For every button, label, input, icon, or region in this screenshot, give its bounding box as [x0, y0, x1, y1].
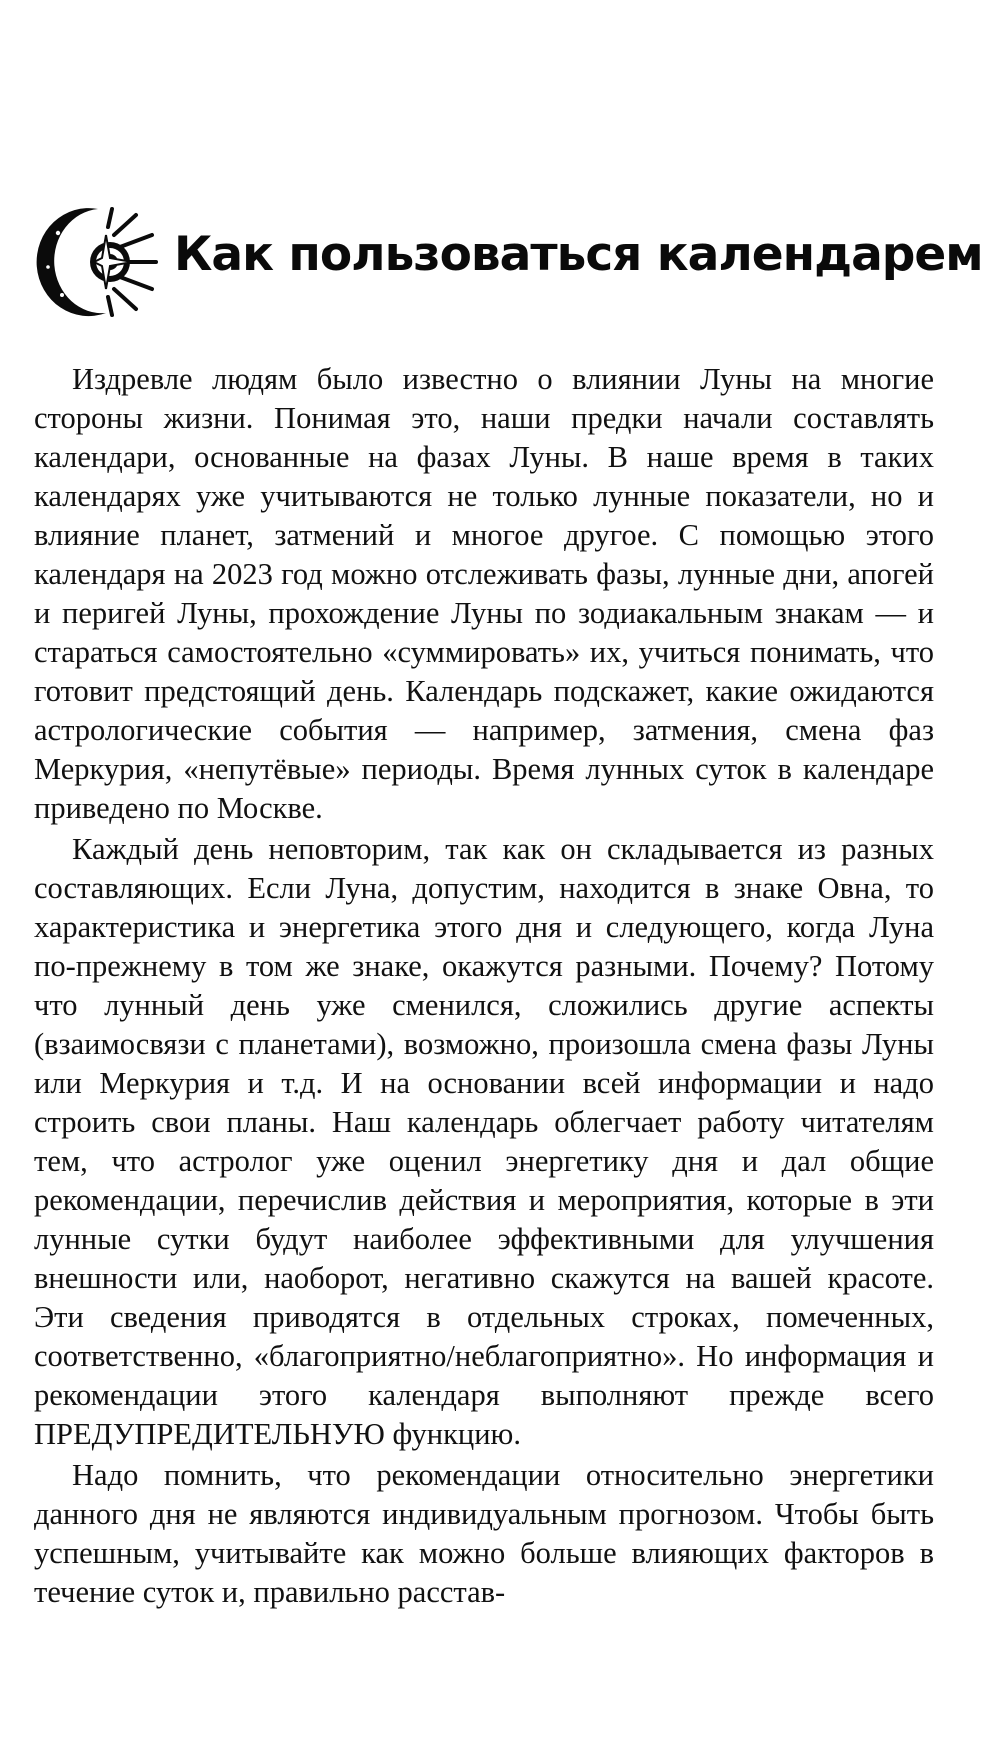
moon-sun-star-icon — [36, 205, 166, 320]
page-title: Как пользоваться календарем — [174, 227, 983, 282]
paragraph: Каждый день неповторим, так как он складывается из разных составляющих. Если Луна, допустим, находится в знаке Овна, то характеристика и энергетика этого дня и следующего, когда Луна по-прежнему в том же знаке, окажутся разными. Почему? Потому что лунный день уже сменился, сложились другие аспекты (взаимосвязи с планетами), возможно, произошла смена фазы Луны или Меркурия и т.д. И на основании всей информации и надо строить свои планы. Наш календарь облегчает работу читателям тем, что астролог уже оценил энергетику дня и дал общие рекомендации, перечислив действия и мероприятия, которые в эти лунные сутки будут наиболее эффективными для улучшения внешности или, наоборот, негативно скажутся на вашей красоте. Эти сведения приводятся в отдельных строках, помеченных, соответственно, «благоприятно/неблагоприятно». Но информация и рекомендации этого календаря выполняют прежде всего ПРЕДУПРЕДИТЕЛЬНУЮ функцию. — [34, 832, 934, 1451]
paragraph: Надо помнить, что рекомендации относительно энергетики данного дня не являются индивидуальным прогнозом. Чтобы быть успешным, учитывайте как можно больше влияющих факторов в течение суток и, правильно расстав- — [34, 1458, 934, 1609]
body-text — [34, 360, 934, 1612]
section-header — [36, 205, 983, 320]
paragraph: Издревле людям было известно о влиянии Луны на многие стороны жизни. Понимая это, наши предки начали составлять календари, основанные на фазах Луны. В наше время в таких календарях уже учитываются не только лунные показатели, но и влияние планет, затмений и многое другое. С помощью этого календаря на 2023 год можно отслеживать фазы, лунные дни, апогей и перигей Луны, прохождение Луны по зодиакальным знакам — и стараться самостоятельно «суммировать» их, учиться понимать, что готовит предстоящий день. Календарь подскажет, какие ожидаются астрологические события — например, затмения, смена фаз Меркурия, «непутёвые» периоды. Время лунных суток в календаре приведено по Москве. — [34, 362, 934, 825]
